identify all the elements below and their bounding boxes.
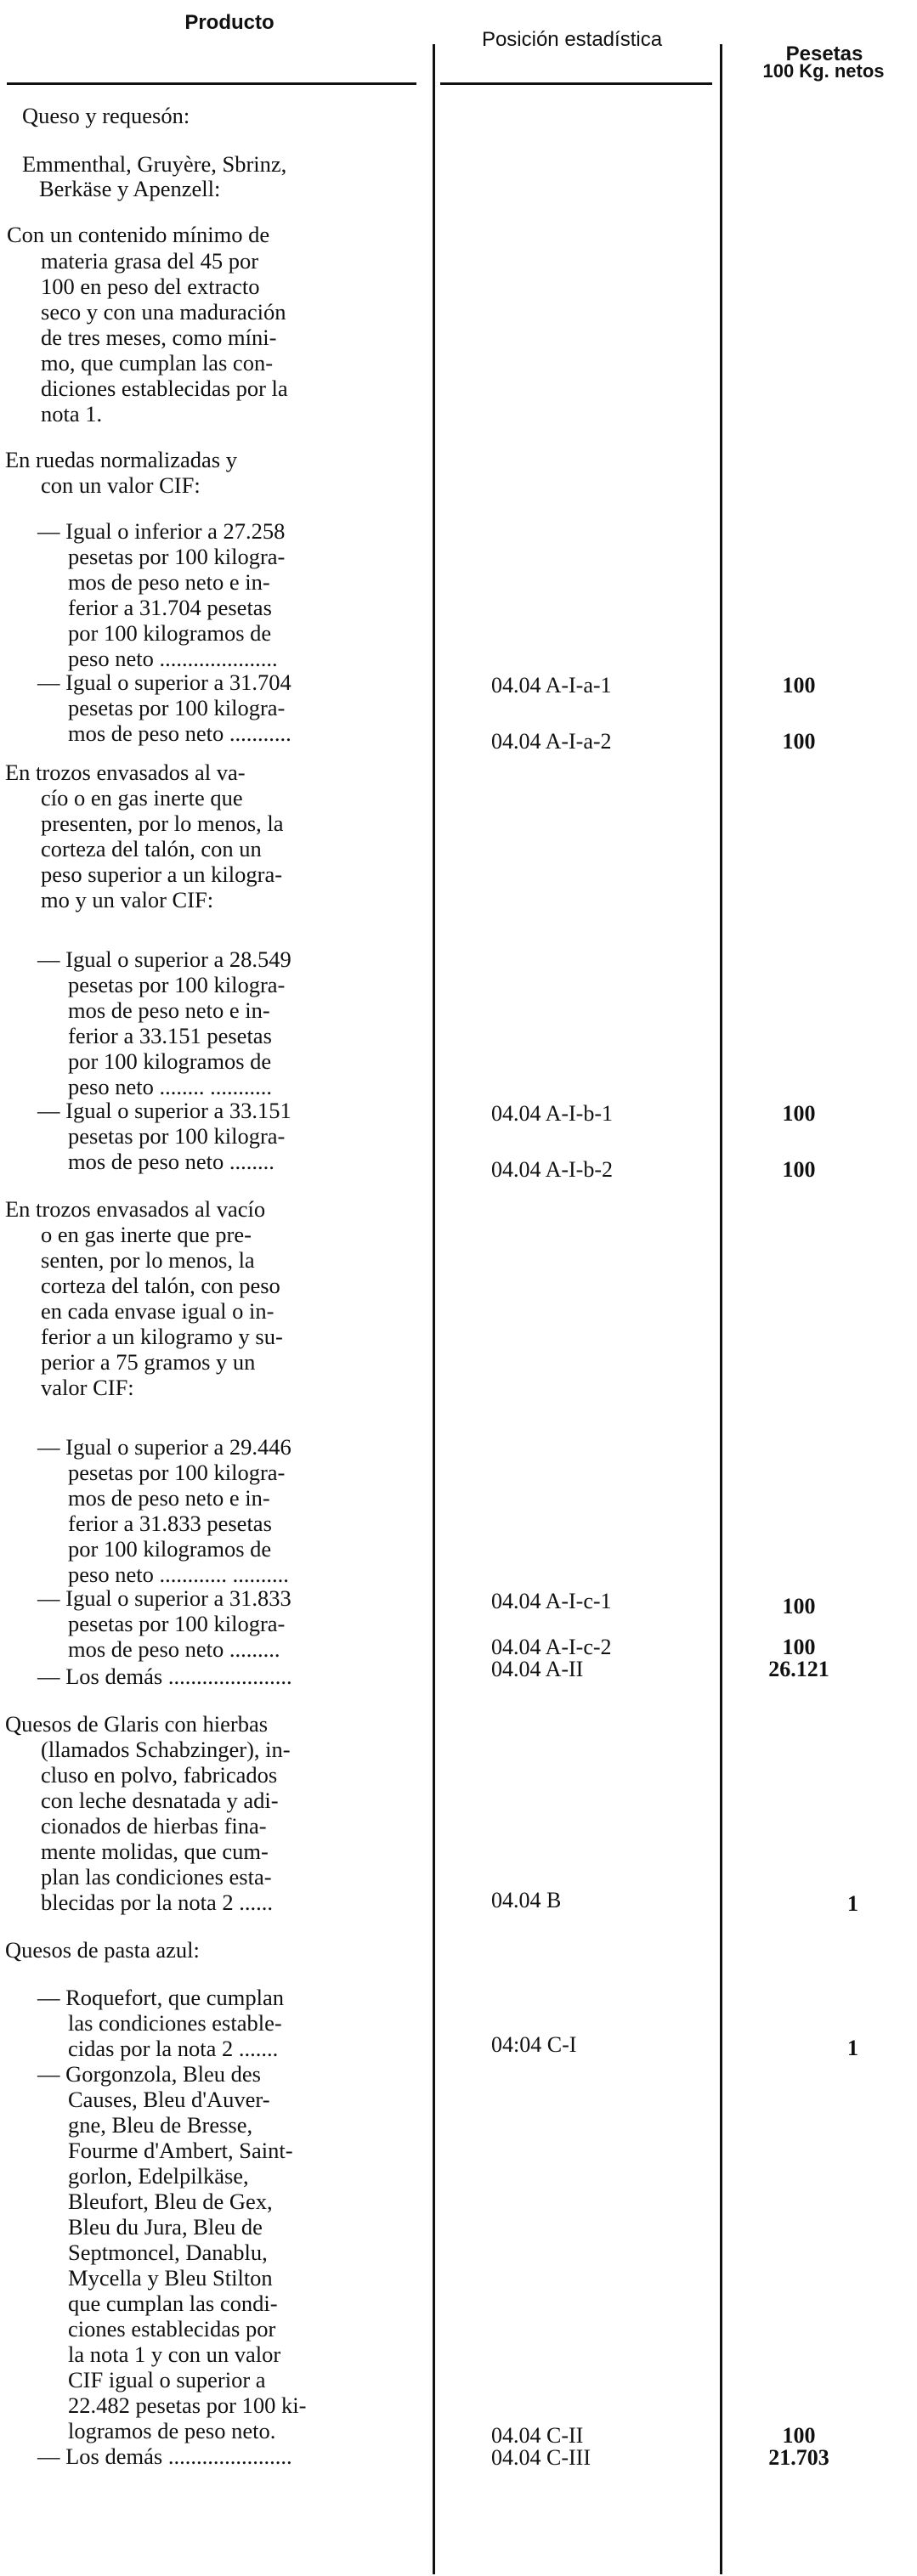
header-rule-middle <box>440 82 712 85</box>
statistical-position: 04.04 A-II <box>491 1657 584 1681</box>
text-line: — Igual o superior a 33.151 <box>37 1098 292 1123</box>
text-line: por 100 kilogramos de <box>68 620 272 646</box>
text-line: peso neto ............ .......... <box>68 1562 289 1587</box>
text-line: con leche desnatada y adi- <box>41 1788 279 1813</box>
pesetas-value: 100 <box>782 1157 816 1182</box>
text-line: — Igual o superior a 28.549 <box>37 946 292 972</box>
text-line: Causes, Bleu d'Auver- <box>68 2087 270 2112</box>
text-line: valor CIF: <box>41 1375 134 1400</box>
text-line: mos de peso neto ........... <box>68 720 292 746</box>
header-posicion: Posición estadística <box>481 28 663 51</box>
text-line: mo y un valor CIF: <box>41 887 214 912</box>
text-line: cluso en polvo, fabricados <box>41 1762 278 1788</box>
text-line: mos de peso neto ......... <box>68 1636 280 1662</box>
text-line: En trozos envasados al vacío <box>5 1196 266 1222</box>
text-line: con un valor CIF: <box>41 472 201 498</box>
pesetas-value: 1 <box>847 1891 858 1916</box>
text-line: cío o en gas inerte que <box>41 785 243 811</box>
text-line: presenten, por lo menos, la <box>41 811 284 836</box>
statistical-position: 04.04 A-I-a-2 <box>491 729 612 754</box>
statistical-position: 04.04 B <box>491 1888 562 1912</box>
text-line: que cumplan las condi- <box>68 2291 278 2316</box>
text-line: peso superior a un kilogra- <box>41 861 283 887</box>
pesetas-value: 100 <box>782 1594 816 1618</box>
text-line: blecidas por la nota 2 ...... <box>41 1890 274 1915</box>
pesetas-value: 100 <box>782 729 816 754</box>
text-line: ferior a 33.151 pesetas <box>68 1023 272 1048</box>
pesetas-value: 100 <box>782 673 816 698</box>
text-line: las condiciones estable- <box>68 2010 282 2036</box>
pesetas-value: 26.121 <box>768 1657 829 1681</box>
text-line: 22.482 pesetas por 100 ki- <box>68 2392 307 2418</box>
text-line: nota 1. <box>41 401 103 427</box>
statistical-position: 04.04 A-I-c-1 <box>491 1589 612 1613</box>
statistical-position: 04:04 C-I <box>491 2032 577 2057</box>
text-line: por 100 kilogramos de <box>68 1536 272 1562</box>
text-line: ferior a un kilogramo y su- <box>41 1324 283 1349</box>
text-line: pesetas por 100 kilogra- <box>68 1460 286 1485</box>
text-line: corteza del talón, con un <box>41 836 262 861</box>
text-line: de tres meses, como míni- <box>41 325 277 350</box>
pesetas-value: 100 <box>782 1101 816 1126</box>
statistical-position: 04.04 A-I-b-1 <box>491 1101 613 1126</box>
statistical-position: 04.04 C-II <box>491 2423 584 2448</box>
text-line: peso neto ........ ........... <box>68 1074 272 1099</box>
text-line: seco y con una maduración <box>41 299 286 325</box>
header-producto: Producto <box>184 11 275 34</box>
text-line: — Gorgonzola, Bleu des <box>37 2061 261 2087</box>
text-line: Queso y requesón: <box>22 103 190 128</box>
header-pesetas: Pesetas <box>785 42 863 65</box>
text-line: (llamados Schabzinger), in- <box>41 1737 291 1762</box>
text-line: Fourme d'Ambert, Saint- <box>68 2138 293 2163</box>
text-line: Bleufort, Bleu de Gex, <box>68 2189 273 2214</box>
text-line: pesetas por 100 kilogra- <box>68 1123 286 1149</box>
text-line: CIF igual o superior a <box>68 2367 266 2392</box>
text-line: mos de peso neto e in- <box>68 997 270 1023</box>
text-line: — Igual o superior a 31.833 <box>37 1585 292 1611</box>
text-line: mos de peso neto e in- <box>68 569 270 595</box>
text-line: Mycella y Bleu Stilton <box>68 2265 273 2291</box>
text-line: o en gas inerte que pre- <box>41 1222 252 1247</box>
column-divider-2 <box>720 44 722 2574</box>
statistical-position: 04.04 A-I-c-2 <box>491 1635 612 1659</box>
text-line: Bleu du Jura, Bleu de <box>68 2214 263 2240</box>
text-line: plan las condiciones esta- <box>41 1864 272 1890</box>
text-line: mos de peso neto e in- <box>68 1485 270 1511</box>
text-line: logramos de peso neto. <box>68 2418 276 2443</box>
text-line: por 100 kilogramos de <box>68 1048 272 1074</box>
pesetas-value: 100 <box>782 1635 816 1659</box>
text-line: En trozos envasados al va- <box>5 760 246 785</box>
column-divider-1 <box>433 44 435 2574</box>
statistical-position: 04.04 A-I-a-1 <box>491 673 612 698</box>
text-line: gorlon, Edelpilkäse, <box>68 2163 249 2189</box>
text-line: cidas por la nota 2 ....... <box>68 2036 279 2061</box>
text-line: senten, por lo menos, la <box>41 1247 255 1273</box>
text-line: Con un contenido mínimo de <box>7 222 270 247</box>
text-line: En ruedas normalizadas y <box>5 447 237 472</box>
text-line: mo, que cumplan las con- <box>41 350 274 376</box>
text-line: — Igual o inferior a 27.258 <box>37 518 286 544</box>
text-line: — Los demás ...................... <box>37 2443 292 2469</box>
text-line: ferior a 31.704 pesetas <box>68 595 272 620</box>
text-line: ferior a 31.833 pesetas <box>68 1511 272 1536</box>
text-line: Berkäse y Apenzell: <box>39 176 221 201</box>
text-line: — Los demás ...................... <box>37 1664 292 1689</box>
text-line: materia grasa del 45 por <box>41 248 259 274</box>
text-line: Quesos de pasta azul: <box>5 1937 200 1963</box>
text-line: Quesos de Glaris con hierbas <box>5 1711 269 1737</box>
header-rule-left <box>7 82 416 85</box>
text-line: — Igual o superior a 29.446 <box>37 1434 292 1460</box>
pesetas-value: 100 <box>782 2423 816 2448</box>
text-line: — Igual o superior a 31.704 <box>37 669 292 695</box>
text-line: mente molidas, que cum- <box>41 1839 269 1864</box>
pesetas-value: 1 <box>847 2036 858 2060</box>
text-line: gne, Bleu de Bresse, <box>68 2112 253 2138</box>
text-line: la nota 1 y con un valor <box>68 2342 281 2367</box>
text-line: pesetas por 100 kilogra- <box>68 695 286 720</box>
statistical-position: 04.04 C-III <box>491 2445 591 2470</box>
text-line: diciones establecidas por la <box>41 376 288 401</box>
text-line: — Roquefort, que cumplan <box>37 1985 284 2010</box>
text-line: Emmenthal, Gruyère, Sbrinz, <box>22 151 287 177</box>
text-line: perior a 75 gramos y un <box>41 1349 256 1375</box>
text-line: pesetas por 100 kilogra- <box>68 544 286 569</box>
text-line: corteza del talón, con peso <box>41 1273 280 1298</box>
statistical-position: 04.04 A-I-b-2 <box>491 1157 613 1182</box>
text-line: pesetas por 100 kilogra- <box>68 1611 286 1636</box>
text-line: Septmoncel, Danablu, <box>68 2240 268 2265</box>
pesetas-value: 21.703 <box>768 2445 829 2470</box>
text-line: pesetas por 100 kilogra- <box>68 972 286 997</box>
text-line: cionados de hierbas fina- <box>41 1813 267 1839</box>
header-kg-netos: 100 Kg. netos <box>762 60 885 82</box>
text-line: en cada envase igual o in- <box>41 1298 275 1324</box>
text-line: peso neto ..................... <box>68 646 278 671</box>
text-line: mos de peso neto ........ <box>68 1149 275 1174</box>
text-line: 100 en peso del extracto <box>41 274 260 299</box>
text-line: ciones establecidas por <box>68 2316 276 2342</box>
